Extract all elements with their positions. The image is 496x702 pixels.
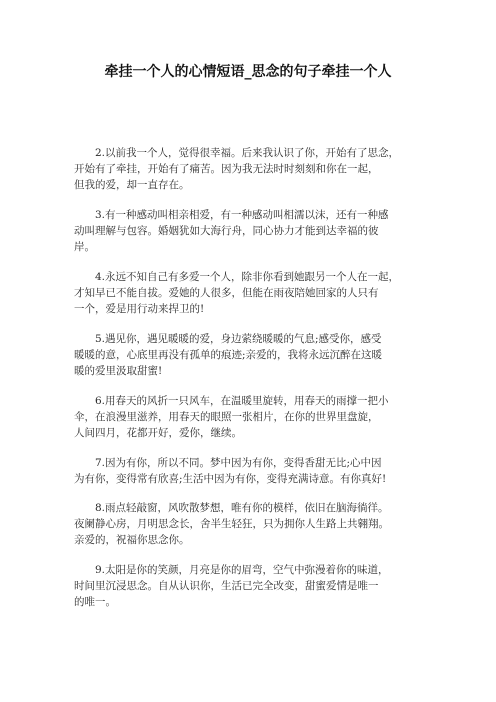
paragraph-line: 一个，爱是用行动来捍卫的! (74, 303, 205, 315)
paragraph-line: 动叫理解与包容。婚姻犹如大海行舟，同心协力才能到达幸福的彼 (74, 225, 379, 237)
paragraph-8 (74, 500, 444, 548)
paragraph-line: 5.遇见你，遇见暖暖的爱，身边萦绕暖暖的气息;感受你，感受 (95, 333, 382, 345)
paragraph-line: 夜阑静心房，月明思念长，舍半生轻狂，只为拥你人生路上共翱翔。 (74, 518, 389, 530)
paragraph-2 (74, 145, 444, 193)
paragraph-7 (74, 455, 444, 487)
paragraph-line: 人间四月，花都开好，爱你，继续。 (74, 427, 242, 439)
paragraph-line: 9.太阳是你的笑颜，月亮是你的眉弯，空气中弥漫着你的味道， (95, 564, 389, 576)
paragraph-line: 7.因为有你，所以不同。梦中因为有你，变得香甜无比;心中因 (95, 457, 382, 469)
paragraph-line: 的唯一。 (74, 596, 116, 608)
paragraph-line: 6.用春天的风折一只风车，在温暖里旋转，用春天的雨撑一把小 (95, 395, 389, 407)
paragraph-line: 为有你，变得常有欣喜;生活中因为有你，变得充满诗意。有你真好! (74, 473, 387, 485)
paragraph-3 (74, 207, 444, 255)
paragraph-line: 时间里沉浸思念。自从认识你，生活已完全改变，甜蜜爱情是唯一 (74, 580, 379, 592)
paragraph-4 (74, 269, 444, 317)
paragraph-line: 亲爱的，祝福你思念你。 (74, 534, 190, 546)
paragraph-line: 8.雨点轻敲窗，风吹散梦想，唯有你的模样，依旧在脑海徜徉。 (95, 502, 389, 514)
paragraph-5 (74, 331, 444, 379)
paragraph-line: 暖的爱里汲取甜蜜! (74, 365, 163, 377)
paragraph-line: 开始有了牵挂，开始有了痛苦。因为我无法时时刻刻和你在一起， (74, 163, 379, 175)
paragraph-line: 才知早已不能自拔。爱她的人很多，但能在雨夜陪她回家的人只有 (74, 287, 379, 299)
paragraph-line: 3.有一种感动叫相亲相爱，有一种感动叫相濡以沫，还有一种感 (95, 209, 389, 221)
paragraph-line: 岸。 (74, 241, 95, 253)
paragraph-line: 暖暖的意，心底里再没有孤单的痕迹;亲爱的，我将永远沉醉在这暖 (74, 349, 383, 361)
paragraph-6 (74, 393, 444, 441)
paragraph-line: 2.以前我一个人，觉得很幸福。后来我认识了你，开始有了思念， (95, 147, 400, 159)
document-title: 牵挂一个人的心情短语_思念的句子牵挂一个人 (104, 64, 392, 80)
paragraph-line: 伞，在浪漫里滋养，用春天的眼照一张相片，在你的世界里盘旋， (74, 411, 379, 423)
paragraph-line: 但我的爱，却一直存在。 (74, 179, 190, 191)
paragraph-line: 4.永远不知自己有多爱一个人，除非你看到她跟另一个人在一起， (95, 271, 400, 283)
paragraph-9 (74, 562, 444, 610)
